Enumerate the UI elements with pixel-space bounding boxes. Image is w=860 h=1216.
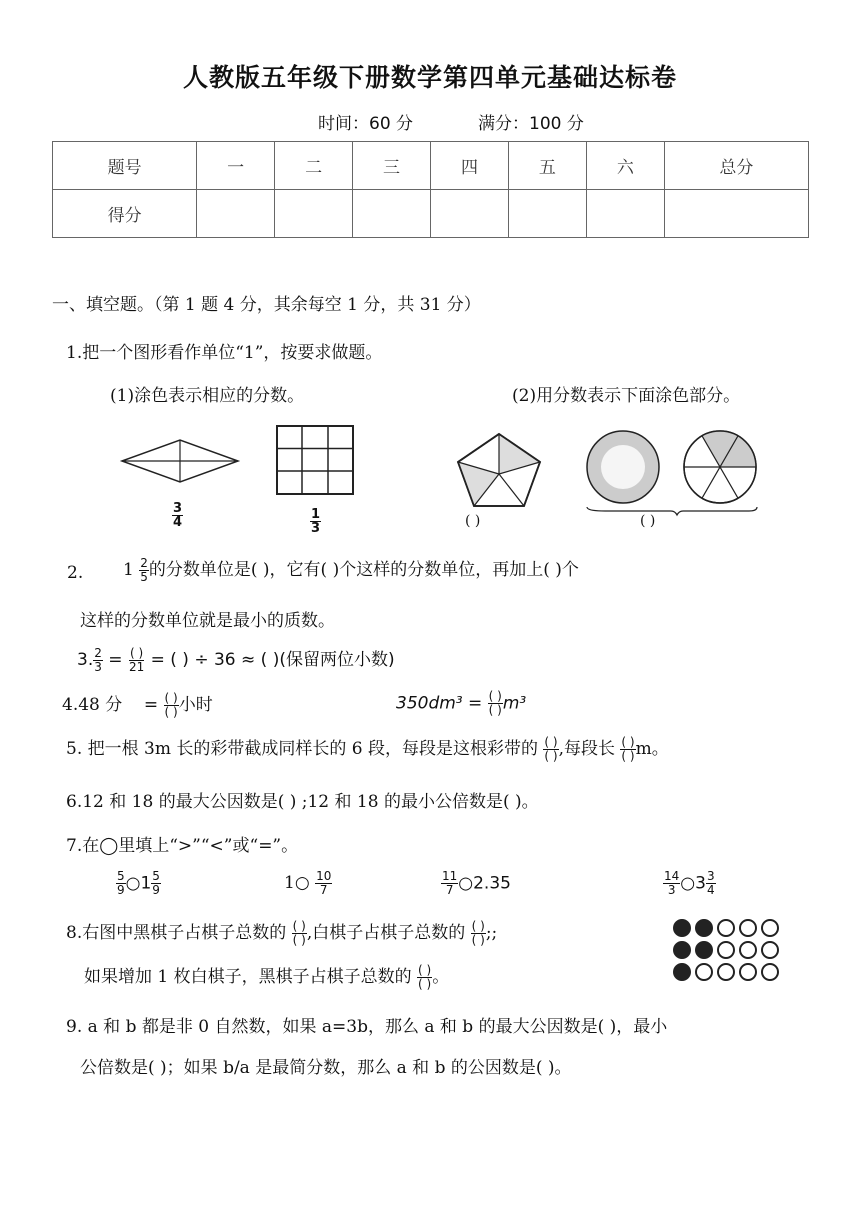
q7-compare-2: 1○ $\frac{10}{7}$ (284, 869, 332, 897)
black-stone (674, 942, 690, 958)
white-stone (696, 964, 712, 980)
score-table (52, 141, 809, 238)
q4-left: 4.48 分 = $\frac{( )}{( )}$ 小时 (62, 691, 213, 719)
score-table-header-row (53, 142, 809, 190)
header-cell: 题号 (53, 142, 197, 190)
answer-blank[interactable]: ( ) (640, 513, 656, 529)
q1-text: 1.把一个图形看作单位“1”，按要求做题。 (66, 343, 383, 363)
white-stone (762, 942, 778, 958)
header-cell: 一 (197, 142, 275, 190)
q7-compare-1: $\frac{5}{9}$ ○1 $\frac{5}{9}$ (117, 869, 160, 897)
header-cell: 四 (430, 142, 508, 190)
score-cell[interactable] (197, 190, 275, 238)
q7-text: 7.在◯里填上“>”“<”或“=”。 (66, 836, 299, 856)
header-cell: 总分 (664, 142, 808, 190)
section-heading: 一、填空题。（第 1 题 4 分，其余每空 1 分，共 31 分） (52, 295, 481, 315)
score-cell[interactable] (586, 190, 664, 238)
black-stone (674, 920, 690, 936)
white-stone (718, 920, 734, 936)
q6-line: 6.12 和 18 的最大公因数是( ) ;12 和 18 的最小公倍数是( )。 (66, 792, 539, 812)
grid-figure (276, 425, 354, 495)
score-cell[interactable] (353, 190, 431, 238)
header-cell: 五 (508, 142, 586, 190)
page-title: 人教版五年级下册数学第四单元基础达标卷 (182, 63, 677, 92)
q7-compare-4: $\frac{14}{3}$ ○3 $\frac{3}{4}$ (664, 869, 715, 897)
q2-number: 2. (67, 563, 84, 583)
q9-line1: 9. a 和 b 都是非 0 自然数，如果 a=3b，那么 a 和 b 的最大公因数是( )，最小 (66, 1017, 668, 1037)
frac-one-third: $\frac{1}{3}$ (311, 507, 321, 536)
time-label: 时间：60 分 (318, 114, 414, 134)
q3-line: 3. $\frac{2}{3}$ = $\frac{( )}{21}$ = ( ) ÷ 36 ≈ ( )(保留两位小数) (77, 645, 395, 674)
q4-right: 350dm³ = $\frac{( )}{( )}$ m³ (396, 689, 527, 717)
score-cell[interactable] (430, 190, 508, 238)
q8-line1: 8.右图中黑棋子占棋子总数的 $\frac{( )}{( )}$ ,白棋子占棋子总数的 $\frac{( )}{( )}$ ;; (66, 919, 498, 947)
white-stone (762, 964, 778, 980)
white-stone (718, 964, 734, 980)
q9-line2: 公倍数是( )；如果 b/a 是最简分数，那么 a 和 b 的公因数是( )。 (80, 1058, 572, 1078)
circles-figure (585, 433, 765, 513)
frac-three-quarters: $\frac{3}{4}$ (173, 501, 183, 530)
header-cell: 六 (586, 142, 664, 190)
row-label: 得分 (53, 190, 197, 238)
black-stone (696, 942, 712, 958)
black-stone (674, 964, 690, 980)
q1-part1: (1)涂色表示相应的分数。 (110, 386, 305, 406)
rhombus-figure (120, 436, 240, 486)
score-label: 满分：100 分 (478, 114, 584, 134)
white-stone (762, 920, 778, 936)
score-cell[interactable] (664, 190, 808, 238)
go-stones-figure (672, 918, 784, 984)
white-stone (740, 964, 756, 980)
q2-line1: 1 $\frac{2}{5}$ 的分数单位是( )，它有( )个这样的分数单位，再加上( )个 (123, 556, 579, 584)
white-stone (718, 942, 734, 958)
q7-compare-3: $\frac{11}{7}$ ○2.35 (442, 869, 511, 897)
q8-line2: 如果增加 1 枚白棋子，黑棋子占棋子总数的 $\frac{( )}{( )}$ 。 (84, 963, 450, 991)
score-table-score-row (53, 190, 809, 238)
answer-blank[interactable]: ( ) (465, 513, 481, 529)
black-stone (696, 920, 712, 936)
q2-line2: 这样的分数单位就是最小的质数。 (80, 611, 335, 631)
white-stone (740, 920, 756, 936)
q5-line: 5. 把一根 3m 长的彩带截成同样长的 6 段，每段是这根彩带的 $\frac{( )}{( )}$ ,每段长 $\frac{( )}{( )}$ m。 (66, 735, 669, 763)
pentagon-figure (456, 432, 542, 508)
score-cell[interactable] (508, 190, 586, 238)
white-stone (740, 942, 756, 958)
header-cell: 三 (353, 142, 431, 190)
header-cell: 二 (275, 142, 353, 190)
q1-part2: (2)用分数表示下面涂色部分。 (512, 386, 741, 406)
score-cell[interactable] (275, 190, 353, 238)
